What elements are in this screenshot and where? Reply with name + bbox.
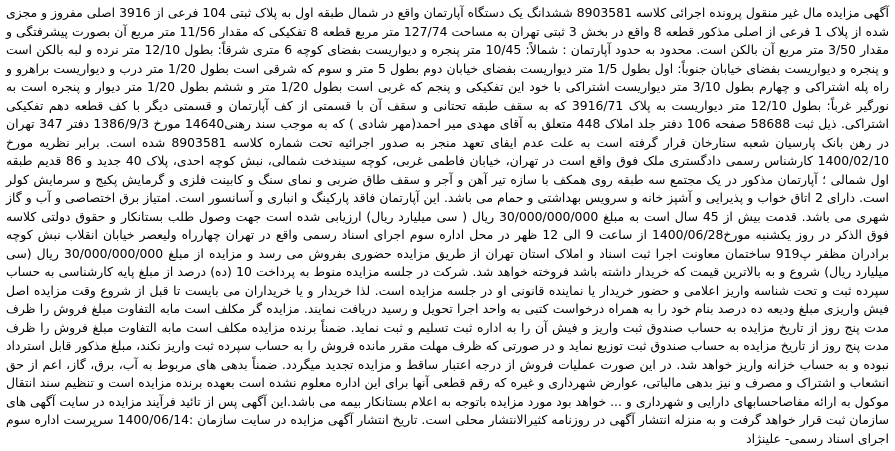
- notice-body-text: آگهی مزایده مال غیر منقول پرونده اجرائی کلاسه 8903581 ششدانگ یک دستگاه آپارتمان واقع در شمال طبقه اول به پلاک ثبتی 104 فرعی از 3916 اصلی مفروز و مجزی شده از پلاک 1 فرعی از اصلی مذکور قطعه 8 واقع در بخش 3 ثبتی تهران به مساحت 127/74 متر مربع قطعه 8 تفکیکی که مقدار 11/56 متر مربع آن بصورت پیشرفتگی و مقدار 3/50 متر مربع آن بالکن است. محدود به حدود آپارتمان : شمالاً: 10/45 متر پنجره و دیواریست بفضای کوچه 6 متری شرقاً: بطول 12/10 متر نرده و لبه بالکن است و پنجره و دیواریست بفضای خیابان جنوباً: اول بطول 1/5 متر دیواریست بفضای خیابان دوم بطول 5 متر و سوم که شرقی است بطول 1/20 متر درب و دیواریست براهرو و راه پله اشتراکی و چهارم بطول 3/10 متر دیواریست اشتراکی با خود این تفکیکی و پنجم که غربی است بطول 1/20 متر و ششم بطول 1/20 متر دیوار و پنجره است به نورگیر غرباً: بطول 12/10 متر دیواریست به پلاک 3916/71 که به سقف طبقه تحتانی و سقف آن با قسمتی از کف آپارتمان و قسمتی دیگر با کف قطعه دهم تفکیکی اشتراکی. ذیل ثبت 58688 صفحه 106 دفتر جلد املاک 448 متعلق به آقای مهدی میر احمد(مهر شادی ) که به موجب سند رهنی14640 مورخ 1386/9/3 دفتر 347 تهران در رهن بانک پارسیان شعبه ستارخان قرار گرفته است به علت عدم ایفای تعهد منجر به صدور اجرائیه تحت شماره کلاسه 8903581 شده است. برابر نظریه مورخ 1400/02/10 کارشناس رسمی دادگستری ملک فوق واقع است در تهران، خیابان فاطمی غربی، کوچه سیندخت شمالی، نبش کوچه احدی، پلاک 40 جدید و 86 قدیم طبقه اول شمالی ؛ آپارتمان مذکور در یک مجتمع سه طبقه روی همکف با سازه تیر آهن و آجر و سقف طاق ضربی و نمای سنگ و کابینت فلزی و گرمایش پکیج و سرمایش کولر است. دارای 2 اتاق خواب و پذیرایی و آشپز خانه و سرویس بهداشتی و حمام می باشد. این آپارتمان فاقد پارکینگ و انباری و آسانسور است. امتیاز برق اختصاصی و آب و گاز شهری می باشد. قدمت بیش از 45 سال است به مبلغ 30/000/000/000 ریال ( سی میلیارد ریال) ارزیابی شده است جهت وصول طلب بستانکار و حقوق دولتی کلاسه فوق الذکر در روز یکشنبه مورخ1400/06/28 از ساعت 9 الی 12 ظهر در محل اداره سوم اجرای اسناد رسمی واقع در تهران چهارراه ولیعصر خیابان انقلاب نبش کوچه برادران مظفر پ919 ساختمان معاونت اجرا ثبت اسناد و املاک استان تهران از طریق مزایده حضوری بفروش می رسد و مزایده از مبلغ 30/000/000/000 ریال (سی میلیارد ریال) شروع و به بالاترین قیمت که خریدار داشته باشد فروخته خواهد شد. شرکت در جلسه مزایده منوط به پرداخت 10 (ده) درصد از مبلغ پایه کارشناسی به حساب سپرده ثبت و تحت شناسه واریز اعلامی و حضور خریدار یا نماینده قانونی او در جلسه مزایده است. لذا خریدار و یا خریداران می بایست تا قبل از شروع وقت مزایده اصل فیش واریزی مبلغ ودیعه ده درصد بنام خود را به همراه درخواست کتبی به واحد اجرا تحویل و رسید دریافت نمایند. مزایده گر مکلف است مابه التفاوت مبلغ فروش را ظرف مدت پنج روز از تاریخ مزایده به حساب صندوق ثبت واریز و فیش آن را به اداره ثبت تسلیم و ثبت نماید. ضمناً برنده مزایده مکلف است مابه التفاوت مبلغ فروش را ظرف مدت پنج روز از تاریخ مزایده به حساب صندوق ثبت توزیع نماید و در صورتی که ظرف مهلت مقرر مانده فروش را به حساب سپرده ثبت واریز نکند، مبلغ مذکور قابل استرداد نبوده و به حساب خزانه واریز خواهد شد. در این صورت عملیات فروش از درجه اعتبار ساقط و مزایده تجدید میگردد. ضمناً بدهی های مربوط به آب، برق، گاز، اعم از حق انشعاب و اشتراک و مصرف و نیز بدهی مالیاتی، عوارض شهرداری و غیره که رقم قطعی آنها برای این اداره معلوم نشده است بعهده برنده مزایده است و تنظیم سند انتقال موکول به ارائه مفاصاحسابهای دارایی و شهرداری و ... خواهد بود مورد مزایده باتوجه به اعلام بستانکار بیمه می باشد.این آگهی پس از تائید فرآیند مزایده در سایت آگهی های سازمان ثبت قرار خواهد گرفت و به منزله انتشار آگهی در روزنامه کثیرالانتشار محلی است. تاریخ انتشار آگهی مزایده در سایت سازمان :1400/06/14 سرپرست اداره سوم اجرای اسناد رسمی- علینژاد: [6, 5, 890, 446]
